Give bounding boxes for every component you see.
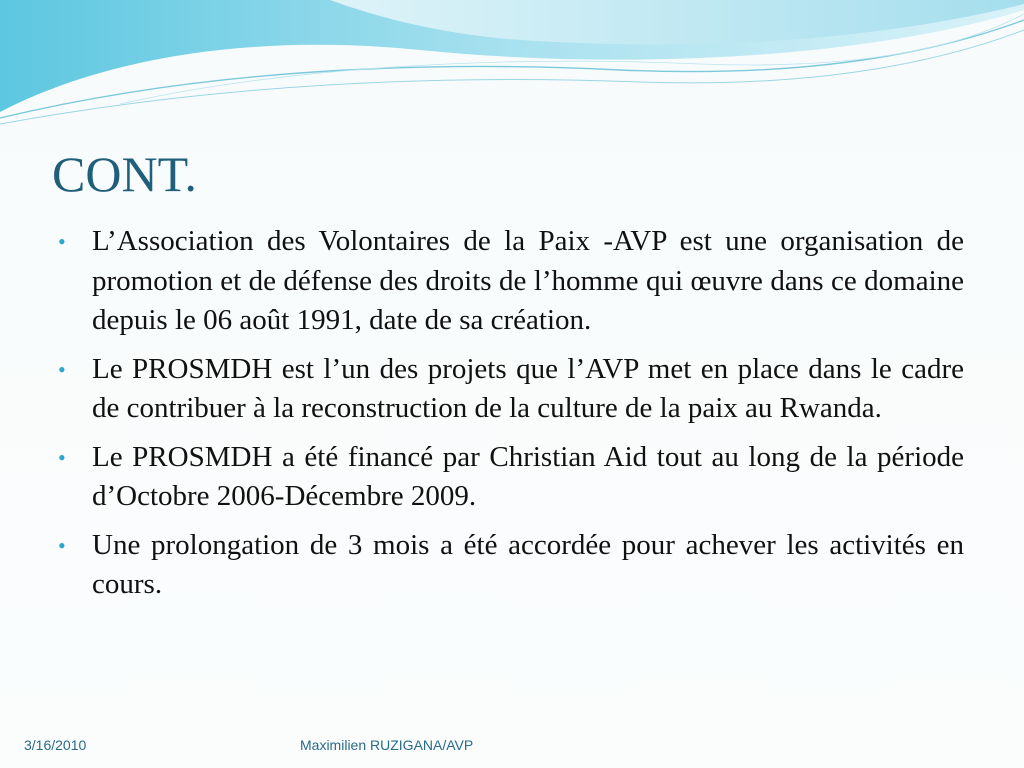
bullet-item bbox=[58, 350, 964, 429]
bullet-item bbox=[58, 222, 964, 341]
bullet-text: Le PROSMDH a été financé par Christian Aid tout au long de la période d’Octobre 2006-Décembre 2009. bbox=[92, 440, 964, 512]
header-wave-decoration bbox=[0, 0, 1024, 130]
bullet-text: Une prolongation de 3 mois a été accordée pour achever les activités en cours. bbox=[92, 528, 964, 600]
bullet-icon: • bbox=[58, 532, 66, 558]
bullet-icon: • bbox=[58, 444, 66, 470]
bullet-icon: • bbox=[58, 356, 66, 382]
bullet-text: L’Association des Volontaires de la Paix -AVP est une organisation de promotion et de défense des droits de l’homme qui œuvre dans ce domaine depuis le 06 août 1991, date de sa création. bbox=[92, 225, 964, 336]
footer-author: Maximilien RUZIGANA/AVP bbox=[300, 737, 474, 753]
bullet-item bbox=[58, 438, 964, 517]
bullet-list bbox=[58, 222, 964, 614]
bullet-icon: • bbox=[58, 229, 66, 254]
footer-date: 3/16/2010 bbox=[24, 737, 87, 753]
bullet-item bbox=[58, 526, 964, 605]
bullet-text: Le PROSMDH est l’un des projets que l’AVP met en place dans le cadre de contribuer à la reconstruction de la culture de la paix au Rwanda. bbox=[92, 352, 964, 424]
slide-title: CONT. bbox=[52, 146, 197, 202]
